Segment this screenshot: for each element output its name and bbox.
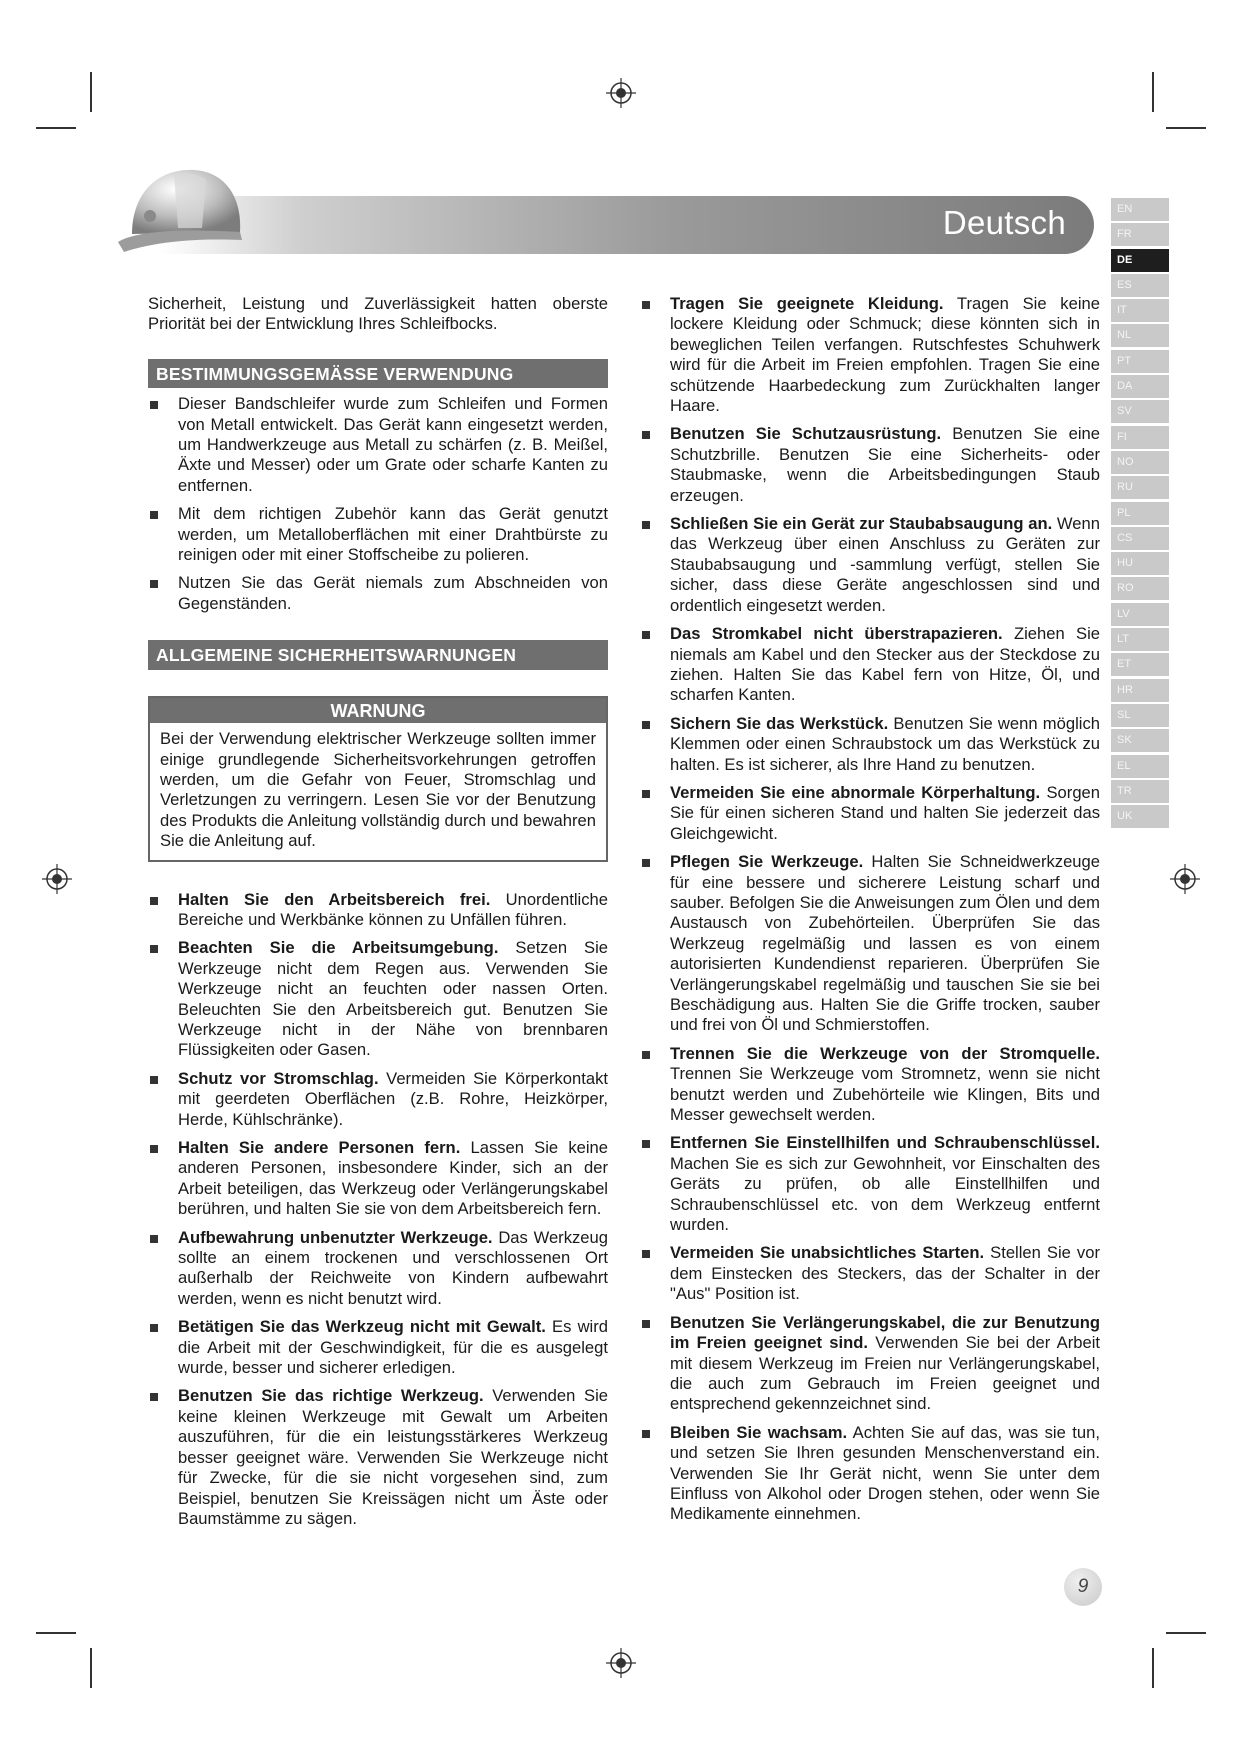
- language-tab-es[interactable]: ES: [1111, 274, 1169, 297]
- item-text: Stellen Sie vor dem Einstecken des Steckers, das der Schalter in der "Aus" Position ist.: [670, 1243, 1100, 1304]
- registration-mark-icon: [1170, 864, 1200, 894]
- list-item: Mit dem richtigen Zubehör kann das Gerät genutzt werden, um Metalloberflächen mit einer Drahtbürste zu reinigen oder mit einer Stoffscheibe zu polieren.: [148, 504, 608, 565]
- item-text: Es wird die Arbeit mit der Geschwindigkeit, für die es ausgelegt wurde, besser und sicherer erledigen.: [178, 1317, 609, 1378]
- item-heading: Benutzen Sie Verlängerungskabel, die zur Benutzung im Freien geeignet sind.: [670, 1312, 1100, 1353]
- language-tab-fi[interactable]: FI: [1111, 426, 1169, 449]
- item-text: Ziehen Sie niemals am Kabel und den Stecker aus der Steckdose zu ziehen. Halten Sie das Kabel fern von Hitze, Öl, und scharfen Kanten.: [670, 624, 1100, 705]
- list-item: [640, 624, 1100, 706]
- page-title: Deutsch: [942, 204, 1066, 241]
- item-heading: Beachten Sie die Arbeitsumgebung.: [178, 938, 499, 958]
- language-tab-el[interactable]: EL: [1111, 755, 1169, 778]
- registration-mark-icon: [606, 78, 636, 108]
- item-text: Sorgen Sie für einen sicheren Stand und halten Sie jederzeit das Gleichgewicht.: [670, 782, 1100, 843]
- language-tab-ru[interactable]: RU: [1111, 476, 1169, 499]
- language-tab-et[interactable]: ET: [1111, 653, 1169, 676]
- item-text: Benutzen Sie wenn möglich Klemmen oder einen Schraubstock um das Werkstück zu halten. Es ist sicherer, als Ihre Hand zu benutzen.: [670, 713, 1100, 774]
- list-item: [148, 890, 608, 931]
- item-text: Das Werkzeug sollte an einem trockenen und verschlossenen Ort außerhalb der Reichweite von Kindern aufbewahrt werden, wenn es nicht benutzt wird.: [178, 1227, 608, 1308]
- language-tab-lv[interactable]: LV: [1111, 603, 1169, 626]
- item-text: Wenn das Werkzeug über einen Anschluss zu Geräten zur Staubabsaugung und -sammlung verfügt, stellen Sie sicher, dass diese Geräte angeschlossen sind und ordentlich eingesetzt werden.: [670, 514, 1100, 615]
- crop-mark: [36, 127, 76, 129]
- registration-mark-icon: [42, 864, 72, 894]
- item-heading: Schließen Sie ein Gerät zur Staubabsaugung an.: [670, 514, 1053, 534]
- list-item: [148, 1138, 608, 1220]
- language-tab-sv[interactable]: SV: [1111, 400, 1169, 423]
- item-heading: Benutzen Sie das richtige Werkzeug.: [178, 1386, 484, 1406]
- section-heading: ALLGEMEINE SICHERHEITSWARNUNGEN: [148, 640, 608, 669]
- item-heading: Sichern Sie das Werkstück.: [670, 713, 889, 733]
- language-tab-pl[interactable]: PL: [1111, 502, 1169, 525]
- item-heading: Trennen Sie die Werkzeuge von der Stromquelle.: [670, 1043, 1100, 1063]
- list-item: [640, 1423, 1100, 1525]
- list-item: [148, 1069, 608, 1130]
- intended-use-list: [148, 394, 608, 614]
- crop-mark: [1152, 1648, 1154, 1688]
- list-item: [640, 424, 1100, 506]
- list-item: [640, 783, 1100, 844]
- page-number: 9: [1064, 1568, 1102, 1606]
- language-tab-ro[interactable]: RO: [1111, 577, 1169, 600]
- item-text: Setzen Sie Werkzeuge nicht dem Regen aus. Verwenden Sie Werkzeuge nicht an feuchten oder nassen Orten. Beleuchten Sie den Arbeitsbereich gut. Benutzen Sie Werkzeuge nicht in der Nähe von brennbaren Flüssigkeiten oder Gasen.: [178, 938, 609, 1060]
- language-tab-fr[interactable]: FR: [1111, 223, 1169, 246]
- language-tab-hr[interactable]: HR: [1111, 679, 1169, 702]
- crop-mark: [1166, 1632, 1206, 1634]
- crop-mark: [1166, 127, 1206, 129]
- item-text: Vermeiden Sie Körperkontakt mit geerdeten Oberflächen (z.B. Rohre, Heizkörper, Herde, Kühlschränke).: [178, 1068, 609, 1129]
- language-tab-it[interactable]: IT: [1111, 299, 1169, 322]
- language-tab-hu[interactable]: HU: [1111, 552, 1169, 575]
- item-text: Achten Sie auf das, was sie tun, und setzen Sie Ihren gesunden Menschenverstand ein. Verwenden Sie Ihr Gerät nicht, wenn Sie unter dem Einfluss von Alkohol oder Drogen stehen, oder wenn Sie Medikamente einnehmen.: [670, 1422, 1100, 1524]
- helmet-icon: [114, 162, 244, 262]
- item-text: Halten Sie Schneidwerkzeuge für eine bessere und sicherere Leistung scharf und sauber. Befolgen Sie die Anweisungen zum Ölen und dem Austausch von Zubehörteilen. Überprüfen Sie das Werkzeug regelmäßig und lassen es von einem autorisierten Kundendienst reparieren. Überprüfen Sie Verlängerungskabel regelmäßig und tauschen Sie sie bei Beschädigung aus. Halten Sie die Griffe trocken, sauber und frei von Öl und Schmierstoffen.: [670, 852, 1100, 1035]
- crop-mark: [90, 72, 92, 112]
- item-text: Machen Sie es sich zur Gewohnheit, vor Einschalten des Geräts zu prüfen, ob alle Einstellhilfen und Schraubenschlüssel etc. von dem Werkzeug entfernt wurden.: [670, 1153, 1100, 1235]
- item-text: Benutzen Sie eine Schutzbrille. Benutzen Sie eine Sicherheits- oder Staubmaske, wenn die Arbeitsbedingungen Staub erzeugen.: [670, 424, 1100, 505]
- item-text: Unordentliche Bereiche und Werkbänke können zu Unfällen führen.: [178, 889, 608, 929]
- item-heading: Vermeiden Sie eine abnormale Körperhaltung.: [670, 782, 1041, 802]
- item-text: Verwenden Sie keine kleinen Werkzeuge mit Gewalt um Arbeiten auszuführen, für die ein leistungsstärkeres Werkzeug besser geeignet wäre. Verwenden Sie Werkzeuge nicht für Zwecke, für die sie nicht vorgesehen sind, zum Beispiel, benutzen Sie Kreissägen nicht um Äste oder Baumstämme zu sägen.: [178, 1386, 608, 1528]
- header-bar: [160, 196, 1094, 254]
- list-item: [148, 1386, 608, 1529]
- item-heading: Benutzen Sie Schutzausrüstung.: [670, 424, 942, 444]
- list-item: [640, 1044, 1100, 1126]
- item-heading: Halten Sie den Arbeitsbereich frei.: [178, 889, 491, 909]
- language-tab-cs[interactable]: CS: [1111, 527, 1169, 550]
- language-tab-pt[interactable]: PT: [1111, 350, 1169, 373]
- left-column: [148, 294, 608, 1555]
- warning-text: Bei der Verwendung elektrischer Werkzeuge sollten immer einige grundlegende Sicherheitsvorkehrungen getroffen werden, um die Gefahr von Feuer, Stromschlag und Verletzungen zu verringern. Lesen Sie vor der Benutzung des Produkts die Anleitung vollständig durch und bewahren Sie die Anleitung auf.: [160, 729, 596, 851]
- item-heading: Schutz vor Stromschlag.: [178, 1068, 379, 1088]
- section-heading: BESTIMMUNGSGEMÄSSE VERWENDUNG: [148, 359, 608, 388]
- language-tab-de[interactable]: DE: [1111, 249, 1169, 272]
- language-tab-uk[interactable]: UK: [1111, 805, 1169, 828]
- item-heading: Betätigen Sie das Werkzeug nicht mit Gewalt.: [178, 1317, 546, 1337]
- language-tabs: [1111, 198, 1169, 830]
- item-heading: Bleiben Sie wachsam.: [670, 1422, 848, 1442]
- item-text: Lassen Sie keine anderen Personen, insbesondere Kinder, sich an der Arbeit beteiligen, das Werkzeug oder Verlängerungskabel berühren, und halten Sie sie von dem Arbeitsbereich fern.: [178, 1138, 608, 1219]
- list-item: [640, 714, 1100, 775]
- crop-mark: [36, 1632, 76, 1634]
- language-tab-lt[interactable]: LT: [1111, 628, 1169, 651]
- right-column: [640, 294, 1100, 1551]
- safety-list-left: [148, 890, 608, 1530]
- item-text: Trennen Sie Werkzeuge vom Stromnetz, wenn sie nicht benutzt werden und Zubehörteile wie Klingen, Bits und Messer gewechselt werden.: [670, 1064, 1100, 1125]
- list-item: [640, 1243, 1100, 1304]
- list-item: Dieser Bandschleifer wurde zum Schleifen und Formen von Metall entwickelt. Das Gerät kann eingesetzt werden, um Handwerkzeuge aus Metall zu schärfen (z. B. Meißel, Äxte und Messer) oder um Grate oder scharfe Kanten zu entfernen.: [148, 394, 608, 496]
- list-item: [148, 938, 608, 1060]
- list-item: [640, 1313, 1100, 1415]
- list-item: [640, 514, 1100, 616]
- list-item: [640, 294, 1100, 416]
- list-item: [640, 1133, 1100, 1235]
- warning-box: [148, 696, 608, 862]
- item-text: Tragen Sie keine lockere Kleidung oder Schmuck; diese könnten sich in beweglichen Teilen verfangen. Rutschfestes Schuhwerk wird für die Arbeit im Freien empfohlen. Tragen Sie eine schützende Haarbedeckung zum Zurückhalten langer Haare.: [670, 294, 1100, 416]
- intro-text: Sicherheit, Leistung und Zuverlässigkeit hatten oberste Priorität bei der Entwicklung Ihres Schleifbocks.: [148, 294, 608, 334]
- language-tab-sk[interactable]: SK: [1111, 729, 1169, 752]
- safety-list-right: [640, 294, 1100, 1525]
- language-tab-nl[interactable]: NL: [1111, 324, 1169, 347]
- language-tab-no[interactable]: NO: [1111, 451, 1169, 474]
- item-heading: Tragen Sie geeignete Kleidung.: [670, 294, 944, 313]
- item-heading: Pflegen Sie Werkzeuge.: [670, 852, 864, 872]
- list-item: [640, 852, 1100, 1036]
- crop-mark: [1152, 72, 1154, 112]
- language-tab-en[interactable]: EN: [1111, 198, 1169, 221]
- item-heading: Aufbewahrung unbenutzter Werkzeuge.: [178, 1227, 493, 1247]
- language-tab-tr[interactable]: TR: [1111, 780, 1169, 803]
- warning-title: WARNUNG: [150, 698, 606, 723]
- item-heading: Vermeiden Sie unabsichtliches Starten.: [670, 1243, 985, 1263]
- list-item: [148, 1228, 608, 1310]
- language-tab-da[interactable]: DA: [1111, 375, 1169, 398]
- item-heading: Das Stromkabel nicht überstrapazieren.: [670, 624, 1003, 644]
- registration-mark-icon: [606, 1648, 636, 1678]
- item-heading: Halten Sie andere Personen fern.: [178, 1138, 461, 1157]
- language-tab-sl[interactable]: SL: [1111, 704, 1169, 727]
- list-item: [148, 1317, 608, 1378]
- item-heading: Entfernen Sie Einstellhilfen und Schraubenschlüssel.: [670, 1133, 1100, 1153]
- crop-mark: [90, 1648, 92, 1688]
- item-text: Verwenden Sie bei der Arbeit mit diesem Werkzeug im Freien nur Verlängerungskabel, die auch zum Gebrauch im Freien geeignet und entsprechend gekennzeichnet sind.: [670, 1333, 1100, 1414]
- list-item: Nutzen Sie das Gerät niemals zum Abschneiden von Gegenständen.: [148, 573, 608, 614]
